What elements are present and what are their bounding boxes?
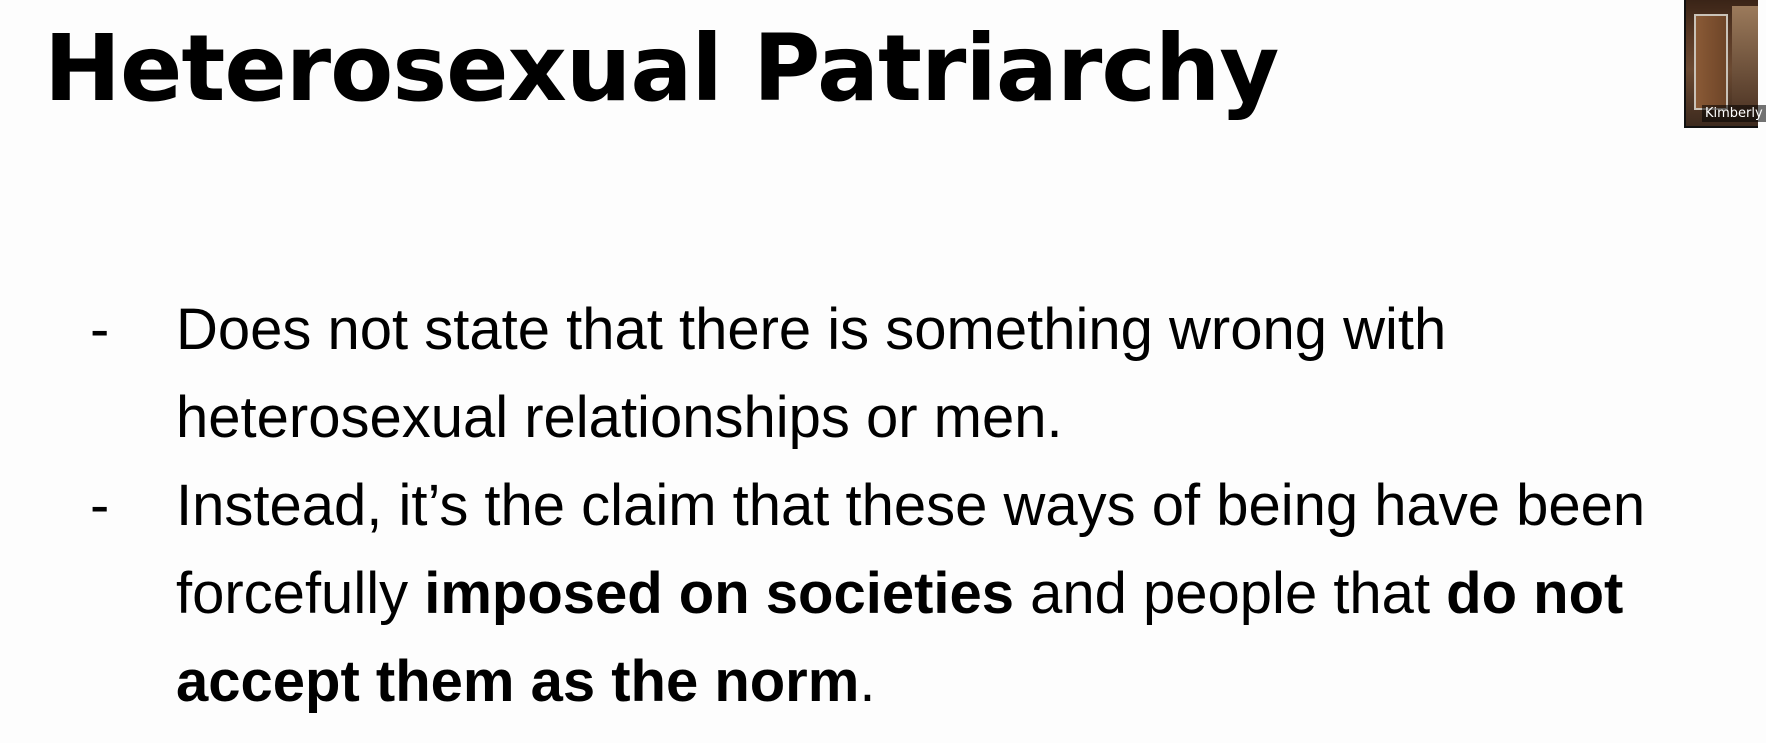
participant-name-label: Kimberly bbox=[1702, 105, 1766, 122]
bullet-emphasis: imposed on societies bbox=[424, 561, 1015, 626]
bullet-list bbox=[0, 286, 1746, 726]
bullet-item bbox=[0, 286, 1746, 462]
bullet-marker: - bbox=[90, 473, 110, 538]
slide-title: Heterosexual Patriarchy bbox=[44, 15, 1279, 122]
bullet-text: . bbox=[859, 649, 876, 714]
bullet-text: Instead, it’s the claim that these ways of being have been forcefully bbox=[176, 473, 1646, 626]
video-background-door bbox=[1694, 14, 1728, 110]
bullet-text: and people that bbox=[1014, 561, 1447, 626]
bullet-emphasis: do not accept them as the norm bbox=[176, 561, 1624, 714]
video-background-wall bbox=[1732, 6, 1758, 116]
participant-video-tile[interactable] bbox=[1684, 0, 1763, 128]
bullet-marker: - bbox=[90, 297, 110, 362]
bullet-item bbox=[0, 462, 1746, 726]
bullet-text: Does not state that there is something wrong with heterosexual relationships or men. bbox=[176, 297, 1447, 450]
